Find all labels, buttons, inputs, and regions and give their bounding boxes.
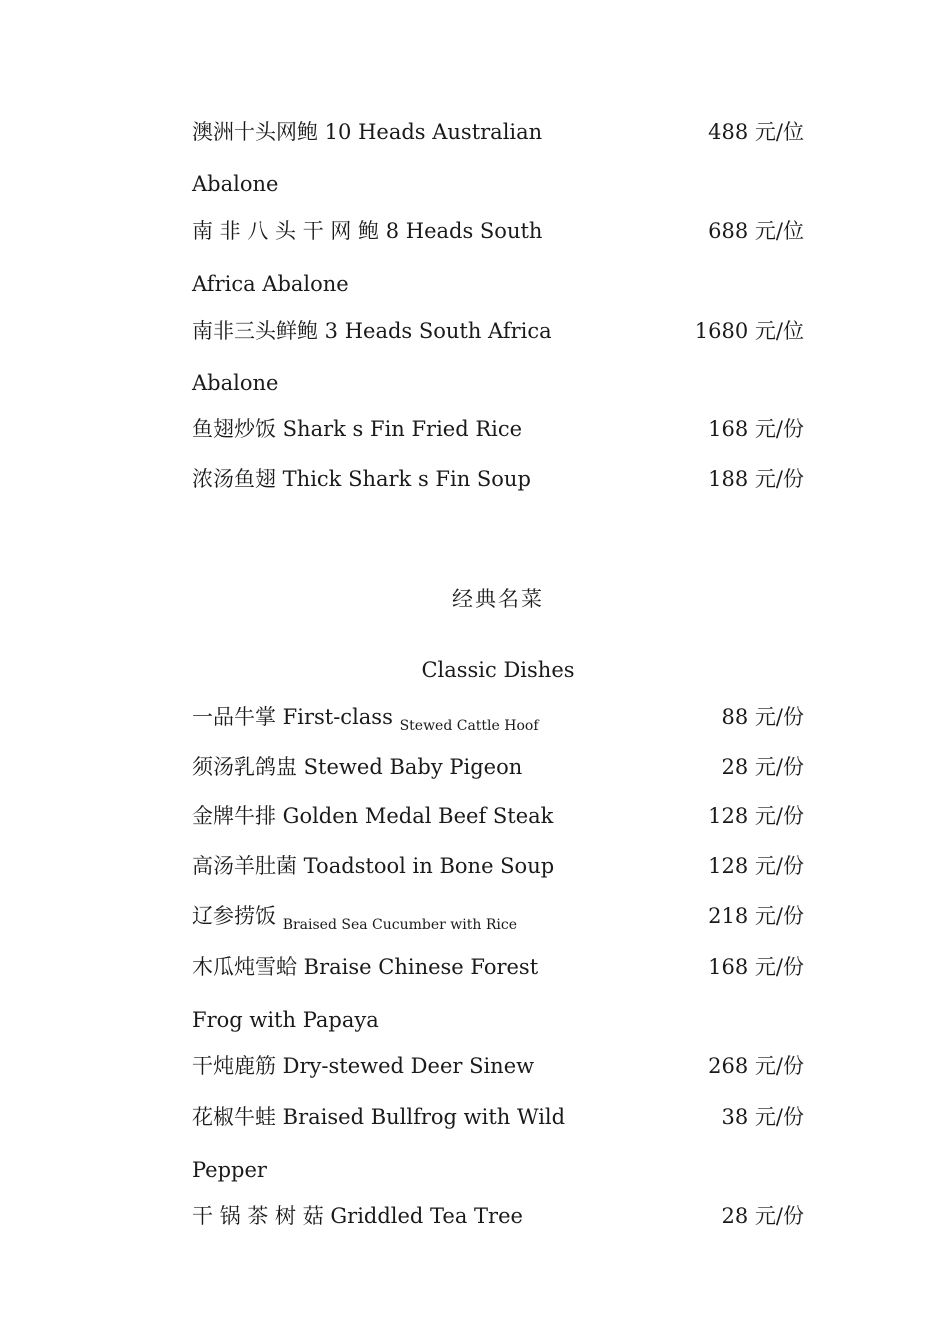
item-name: 浓汤鱼翅 Thick Shark s Fin Soup: [192, 467, 531, 491]
item-name: 干 锅 茶 树 菇 Griddled Tea Tree: [192, 1204, 523, 1228]
menu-item: [192, 1201, 804, 1231]
item-name: 澳洲十头网鲍 10 Heads Australian: [192, 120, 543, 144]
item-name: [192, 901, 576, 934]
menu-item: [192, 1102, 804, 1132]
item-price: 688 元/位: [708, 219, 804, 243]
item-price: 88 元/份: [721, 705, 804, 729]
item-name-small: Stewed Cattle Hoof: [399, 718, 539, 734]
menu-item: [192, 851, 804, 881]
item-price: 168 元/份: [708, 955, 804, 979]
item-price: 488 元/位: [708, 120, 804, 144]
item-name: 金牌牛排 Golden Medal Beef Steak: [192, 804, 554, 828]
menu-item: [192, 952, 804, 982]
item-name: 花椒牛蛙 Braised Bullfrog with Wild: [192, 1105, 566, 1129]
item-name-main: 辽参捞饭: [192, 904, 276, 928]
item-name-continued: Abalone: [192, 172, 279, 196]
menu-item: [192, 702, 804, 732]
item-name: [192, 702, 576, 735]
menu-item: [192, 901, 804, 931]
item-name: 高汤羊肚菌 Toadstool in Bone Soup: [192, 854, 555, 878]
item-price: 28 元/份: [721, 1204, 804, 1228]
item-name: 南 非 八 头 干 网 鲍 8 Heads South: [192, 219, 543, 243]
item-name: 干炖鹿筋 Dry-stewed Deer Sinew: [192, 1054, 535, 1078]
item-price: 268 元/份: [708, 1054, 804, 1078]
item-name: 木瓜炖雪蛤 Braise Chinese Forest: [192, 955, 539, 979]
item-name: 南非三头鲜鲍 3 Heads South Africa: [192, 319, 552, 343]
item-price: 128 元/份: [708, 854, 804, 878]
item-price: 188 元/份: [708, 467, 804, 491]
item-price: 218 元/份: [708, 904, 804, 928]
item-price: 28 元/份: [721, 755, 804, 779]
menu-item: [192, 752, 804, 782]
item-name-main: 一品牛掌 First-class: [192, 705, 393, 729]
menu-item: [192, 216, 804, 246]
item-name: 须汤乳鸽盅 Stewed Baby Pigeon: [192, 755, 523, 779]
item-name-continued: Abalone: [192, 371, 279, 395]
menu-item: [192, 464, 804, 494]
item-name-small: Braised Sea Cucumber with Rice: [282, 917, 517, 933]
item-price: 168 元/份: [708, 417, 804, 441]
item-name-continued: Pepper: [192, 1158, 267, 1182]
item-name: 鱼翅炒饭 Shark s Fin Fried Rice: [192, 417, 523, 441]
item-name-continued: Africa Abalone: [192, 272, 349, 296]
item-price: 1680 元/位: [694, 319, 804, 343]
item-name-continued: Frog with Papaya: [192, 1008, 379, 1032]
menu-item: [192, 414, 804, 444]
menu-item: [192, 1051, 804, 1081]
menu-item: [192, 117, 804, 147]
menu-item: [192, 316, 804, 346]
item-price: 38 元/份: [721, 1105, 804, 1129]
item-price: 128 元/份: [708, 804, 804, 828]
section-title-chinese: 经典名菜: [452, 587, 544, 611]
section-title-english: Classic Dishes: [421, 658, 575, 682]
menu-item: [192, 801, 804, 831]
